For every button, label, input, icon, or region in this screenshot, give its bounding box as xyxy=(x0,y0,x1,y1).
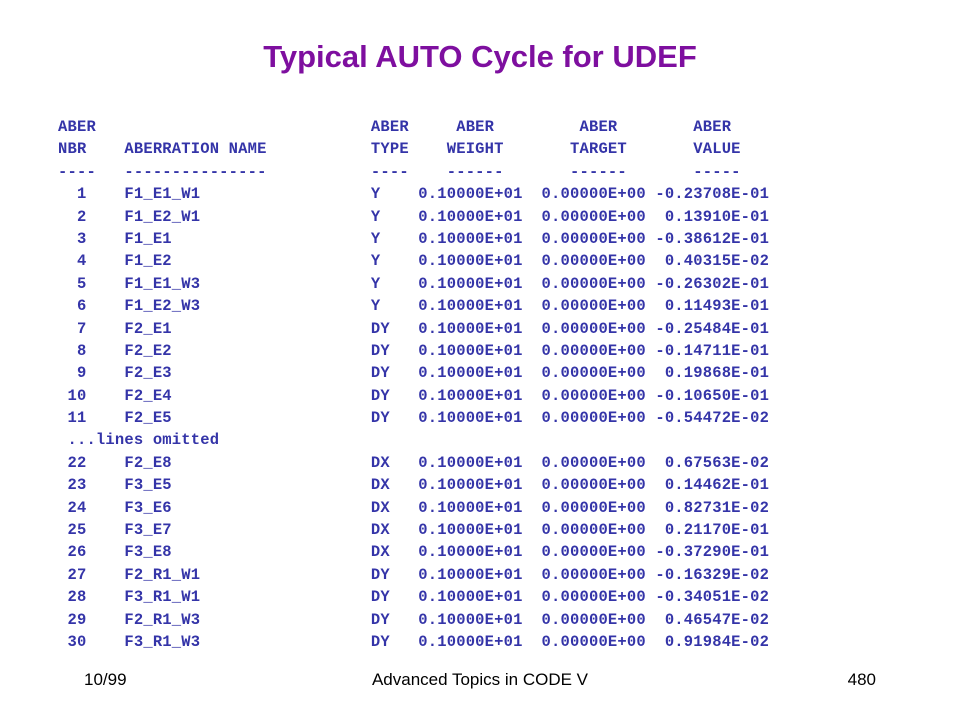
listing-omitted-note: ...lines omitted xyxy=(58,431,220,450)
listing-row: 24 F3_E6 DX 0.10000E+01 0.00000E+00 0.82731E-02 xyxy=(58,498,770,517)
listing-separator-line: ---- --------------- ---- ------ ------ ----- xyxy=(58,162,741,181)
listing-row: 25 F3_E7 DX 0.10000E+01 0.00000E+00 0.21170E-01 xyxy=(58,521,770,540)
listing-row: 6 F1_E2_W3 Y 0.10000E+01 0.00000E+00 0.11493E-01 xyxy=(58,297,770,316)
listing-row: 8 F2_E2 DY 0.10000E+01 0.00000E+00 -0.14711E-01 xyxy=(58,341,770,360)
listing-row: 4 F1_E2 Y 0.10000E+01 0.00000E+00 0.40315E-02 xyxy=(58,252,770,271)
listing-row: 22 F2_E8 DX 0.10000E+01 0.00000E+00 0.67563E-02 xyxy=(58,453,770,472)
listing-header-line-1: ABER ABER ABER ABER ABER xyxy=(58,118,732,136)
footer-date: 10/99 xyxy=(84,670,127,689)
listing-row: 23 F3_E5 DX 0.10000E+01 0.00000E+00 0.14462E-01 xyxy=(58,476,770,495)
listing-row: 10 F2_E4 DY 0.10000E+01 0.00000E+00 -0.10650E-01 xyxy=(58,386,770,405)
listing-row: 5 F1_E1_W3 Y 0.10000E+01 0.00000E+00 -0.26302E-01 xyxy=(58,274,770,293)
slide-title: Typical AUTO Cycle for UDEF xyxy=(263,39,697,74)
listing-row: 3 F1_E1 Y 0.10000E+01 0.00000E+00 -0.38612E-01 xyxy=(58,229,770,248)
listing-row: 11 F2_E5 DY 0.10000E+01 0.00000E+00 -0.54472E-02 xyxy=(58,409,770,428)
listing-row: 2 F1_E2_W1 Y 0.10000E+01 0.00000E+00 0.13910E-01 xyxy=(58,207,770,226)
listing-header-line-2: NBR ABERRATION NAME TYPE WEIGHT TARGET VALUE xyxy=(58,140,741,159)
listing-row: 29 F2_R1_W3 DY 0.10000E+01 0.00000E+00 0.46547E-02 xyxy=(58,610,770,629)
aberration-listing xyxy=(58,116,769,653)
listing-row: 7 F2_E1 DY 0.10000E+01 0.00000E+00 -0.25484E-01 xyxy=(58,319,770,338)
listing-row: 26 F3_E8 DX 0.10000E+01 0.00000E+00 -0.37290E-01 xyxy=(58,543,770,562)
footer-course-title: Advanced Topics in CODE V xyxy=(371,670,589,689)
listing-row: 28 F3_R1_W1 DY 0.10000E+01 0.00000E+00 -0.34051E-02 xyxy=(58,588,770,607)
listing-row: 30 F3_R1_W3 DY 0.10000E+01 0.00000E+00 0.91984E-02 xyxy=(58,632,770,651)
listing-row: 1 F1_E1_W1 Y 0.10000E+01 0.00000E+00 -0.23708E-01 xyxy=(58,185,770,204)
listing-row: 27 F2_R1_W1 DY 0.10000E+01 0.00000E+00 -0.16329E-02 xyxy=(58,565,770,584)
footer-page-number: 480 xyxy=(847,670,876,689)
listing-row: 9 F2_E3 DY 0.10000E+01 0.00000E+00 0.19868E-01 xyxy=(58,364,770,383)
